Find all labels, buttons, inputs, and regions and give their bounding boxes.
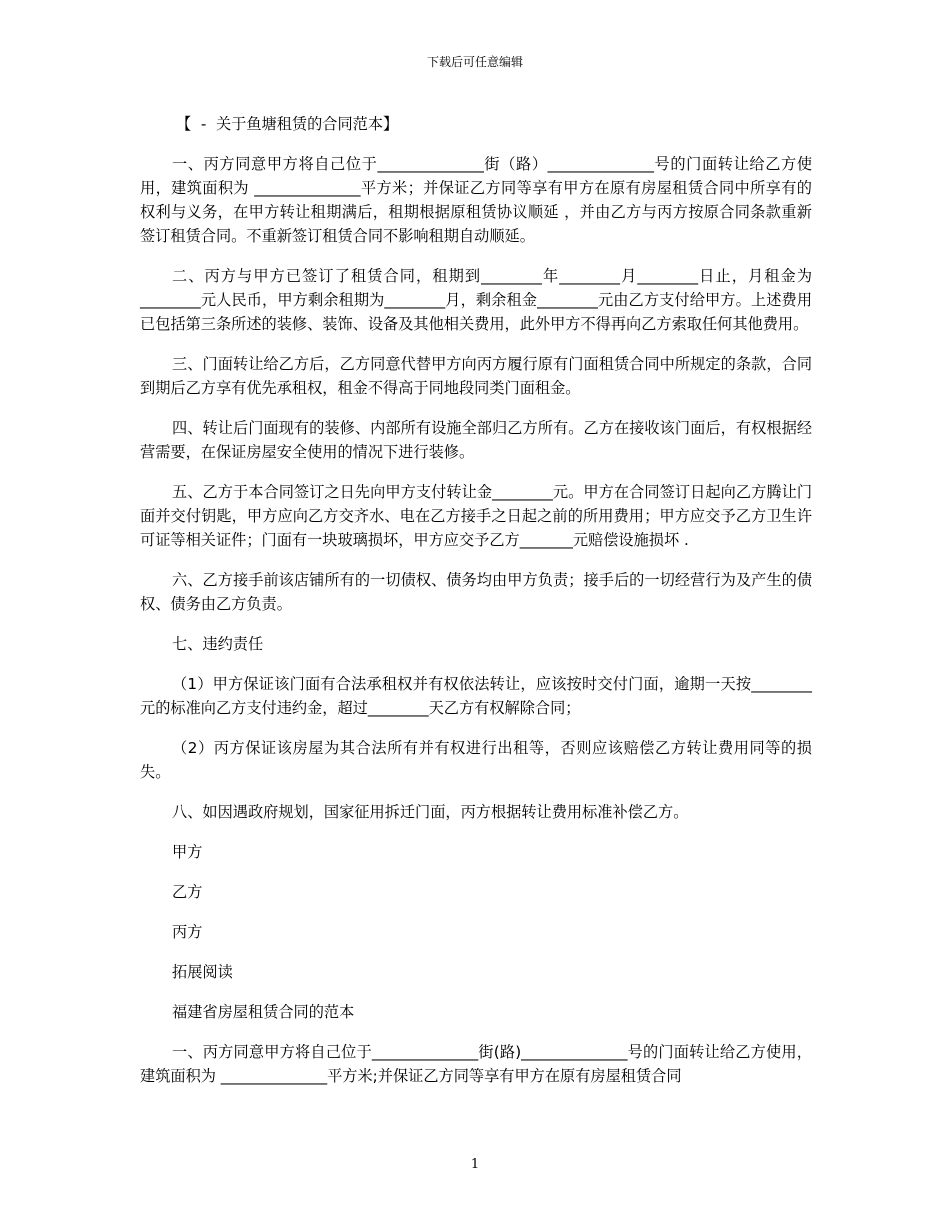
second-document-clause-1: 一、丙方同意甲方将自己位于______________街(路)______________号的门面转让给乙方使用，建筑面积为 ______________平方米;并保证乙方同等享有甲方在原有房屋租赁合同 <box>140 1043 812 1085</box>
clause-7-title: 七、违约责任 <box>172 635 264 653</box>
clause-3: 三、门面转让给乙方后，乙方同意代替甲方向丙方履行原有门面租赁合同中所规定的条款，合同到期后乙方享有优先承租权，租金不得高于同地段同类门面租金。 <box>140 355 812 397</box>
clause-7-item-2: （2）丙方保证该房屋为其合法所有并有权进行出租等，否则应该赔偿乙方转让费用同等的损失。 <box>140 739 812 781</box>
party-c-label: 丙方 <box>172 923 203 941</box>
clause-2: 二、丙方与甲方已签订了租赁合同，租期到________年________月________日止，月租金为________元人民币，甲方剩余租期为________月，剩余租金________元由乙方支付给甲方。上述费用已包括第三条所述的装修、装饰、设备及其他相关费用，此外甲方不得再向乙方索取任何其他费用。 <box>140 267 812 333</box>
clause-1: 一、丙方同意甲方将自己位于______________街（路）______________号的门面转让给乙方使用，建筑面积为 ______________平方米；并保证乙方同等享有甲方在原有房屋租赁合同中所享有的权利与义务，在甲方转让租期满后，租期根据原租赁协议顺延 ，并由乙方与丙方按原合同条款重新签订租赁合同。不重新签订租赁合同不影响租期自动顺延。 <box>140 155 812 245</box>
party-b-label: 乙方 <box>172 883 203 901</box>
clause-6: 六、乙方接手前该店铺所有的一切债权、债务均由甲方负责；接手后的一切经营行为及产生的债权、债务由乙方负责。 <box>140 571 812 613</box>
clause-8: 八、如因遇政府规划，国家征用拆迁门面，丙方根据转让费用标准补偿乙方。 <box>172 803 689 821</box>
extended-reading-heading: 拓展阅读 <box>172 963 233 981</box>
second-document-title: 福建省房屋租赁合同的范本 <box>172 1003 355 1021</box>
page-number: 1 <box>470 1157 480 1172</box>
party-a-label: 甲方 <box>172 843 203 861</box>
clause-5: 五、乙方于本合同签订之日先向甲方支付转让金________元。甲方在合同签订日起向乙方腾让门面并交付钥匙，甲方应向乙方交齐水、电在乙方接手之日起之前的所用费用；甲方应交予乙方卫生许可证等相关证件；门面有一块玻璃损坏，甲方应交予乙方_______元赔偿设施损坏 . <box>140 483 812 549</box>
document-title: 【 - 关于鱼塘租赁的合同范本】 <box>176 115 399 133</box>
page-header: 下载后可任意编辑 <box>426 55 523 69</box>
clause-4: 四、转让后门面现有的装修、内部所有设施全部归乙方所有。乙方在接收该门面后，有权根据经营需要，在保证房屋安全使用的情况下进行装修。 <box>140 419 812 461</box>
document-body <box>140 112 812 1104</box>
clause-7-item-1: （1）甲方保证该门面有合法承租权并有权依法转让，应该按时交付门面，逾期一天按________元的标准向乙方支付违约金，超过________天乙方有权解除合同； <box>140 675 812 717</box>
